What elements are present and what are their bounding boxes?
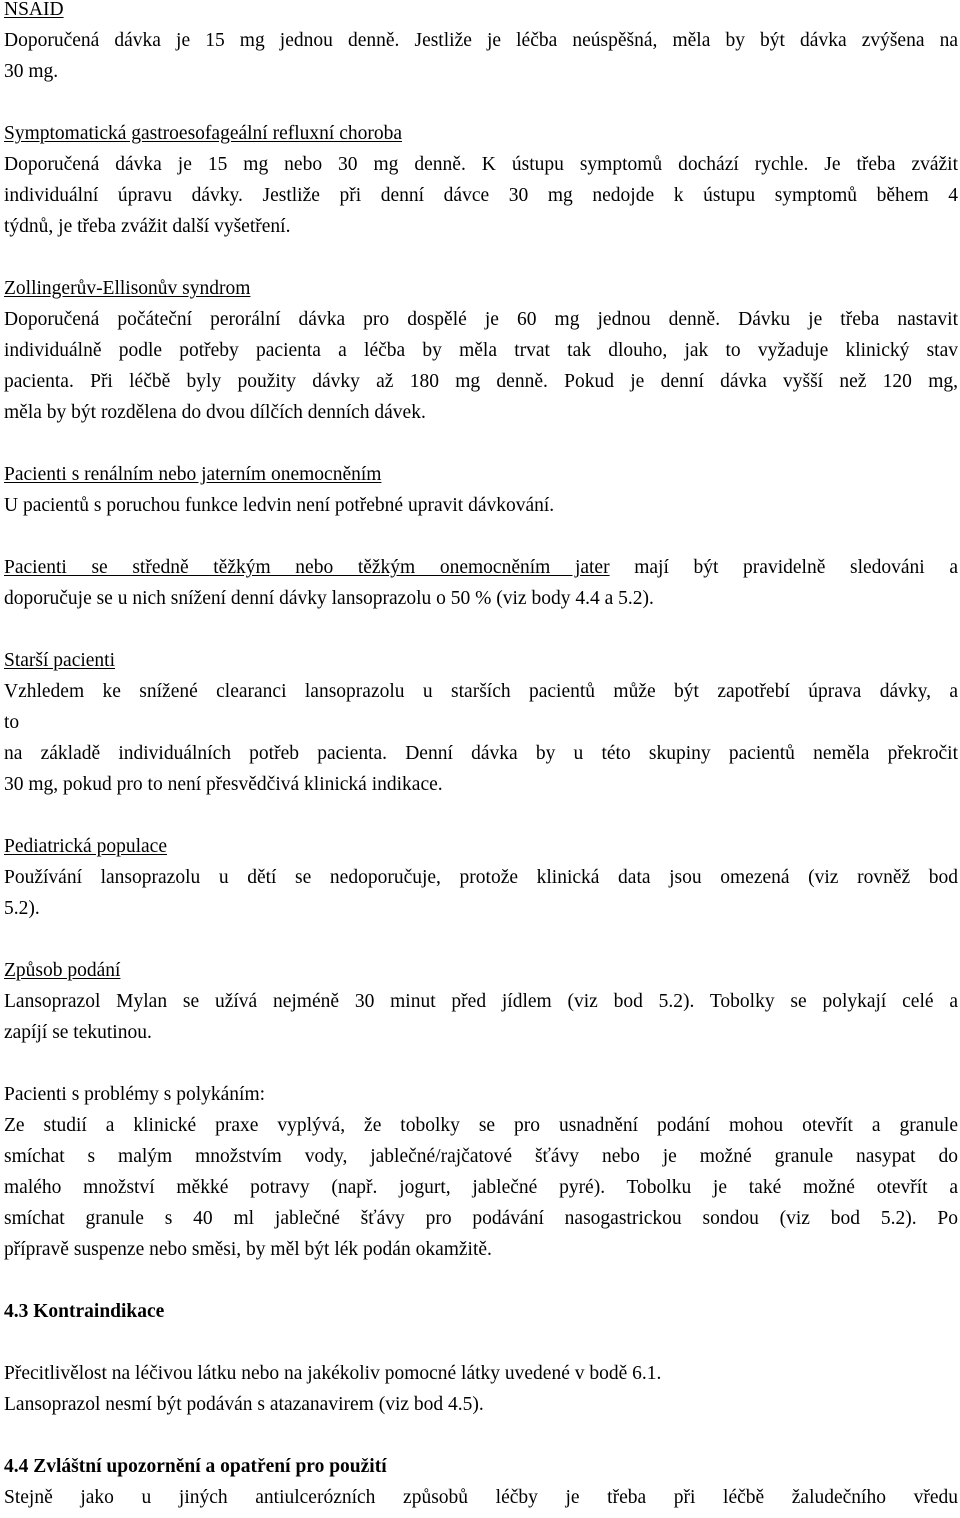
paragraph-line: 5.2).	[4, 898, 40, 919]
paragraph-line: zapíjí se tekutinou.	[4, 1022, 152, 1043]
section-heading-nsaid: NSAID	[4, 0, 64, 20]
paragraph-line: individuální úpravu dávky. Jestliže při denní dávce 30 mg nedojde k ústupu symptomů během 4	[4, 185, 958, 206]
paragraph-line: Používání lansoprazolu u dětí se nedoporučuje, protože klinická data jsou omezená (viz rovněž bod	[4, 867, 958, 888]
section-heading-swallowing: Pacienti s problémy s polykáním:	[4, 1084, 266, 1105]
paragraph-line: smíchat granule s 40 ml jablečné šťávy pro podávání nasogastrickou sondou (viz bod 5.2). Po	[4, 1208, 958, 1229]
paragraph-line: 30 mg, pokud pro to není přesvědčivá klinická indikace.	[4, 774, 443, 795]
paragraph-line: měla by být rozdělena do dvou dílčích denních dávek.	[4, 402, 426, 423]
paragraph-line: týdnů, je třeba zvážit další vyšetření.	[4, 216, 291, 237]
paragraph-line-hepatic	[4, 552, 958, 583]
paragraph-line: 30 mg.	[4, 61, 59, 82]
paragraph-line: Lansoprazol nesmí být podáván s atazanavirem (viz bod 4.5).	[4, 1394, 484, 1415]
paragraph-line: Ze studií a klinické praxe vyplývá, že tobolky se pro usnadnění podání mohou otevřít a granule	[4, 1115, 958, 1136]
hepatic-heading: Pacienti se středně těžkým nebo těžkým onemocněním jater	[4, 557, 610, 578]
section-heading-administration: Způsob podání	[4, 960, 121, 981]
paragraph-line: doporučuje se u nich snížení denní dávky lansoprazolu o 50 % (viz body 4.4 a 5.2).	[4, 588, 654, 609]
section-heading-pediatric: Pediatrická populace	[4, 836, 167, 857]
paragraph-line: individuálně podle potřeby pacienta a léčba by měla trvat tak dlouho, jak to vyžaduje klinický stav	[4, 340, 958, 361]
hepatic-text: mají být pravidelně sledováni a	[609, 557, 959, 578]
paragraph-line: Doporučená dávka je 15 mg jednou denně. Jestliže je léčba neúspěšná, měla by být dávka zvýšena na	[4, 30, 958, 51]
paragraph-line: malého množství měkké potravy (např. jogurt, jablečné pyré). Tobolku je také možné otevřít a	[4, 1177, 958, 1198]
paragraph-line: U pacientů s poruchou funkce ledvin není potřebné upravit dávkování.	[4, 495, 555, 516]
paragraph-line: Vzhledem ke snížené clearanci lansoprazolu u starších pacientů může být zapotřebí úprava dávky, a	[4, 681, 958, 702]
paragraph-line: Lansoprazol Mylan se užívá nejméně 30 minut před jídlem (viz bod 5.2). Tobolky se polykají celé a	[4, 991, 958, 1012]
paragraph-line: Přecitlivělost na léčivou látku nebo na jakékoliv pomocné látky uvedené v bodě 6.1.	[4, 1363, 662, 1384]
section-heading-elderly: Starší pacienti	[4, 650, 116, 671]
paragraph-line: Stejně jako u jiných antiulcerózních způsobů léčby je třeba při léčbě žaludečního vředu	[4, 1487, 958, 1508]
section-heading-renal: Pacienti s renálním nebo jaterním onemocněním	[4, 464, 382, 485]
paragraph-line: Doporučená dávka je 15 mg nebo 30 mg denně. K ústupu symptomů dochází rychle. Je třeba zvážit	[4, 154, 958, 175]
paragraph-line: Doporučená počáteční perorální dávka pro dospělé je 60 mg jednou denně. Dávku je třeba nastavit	[4, 309, 958, 330]
paragraph-line: smíchat s malým množstvím vody, jablečné/rajčatové šťávy nebo je možné granule nasypat do	[4, 1146, 958, 1167]
section-heading-gerd: Symptomatická gastroesofageální refluxní choroba	[4, 123, 402, 144]
section-heading-zollinger: Zollingerův-Ellisonův syndrom	[4, 278, 251, 299]
paragraph-line: pacienta. Při léčbě byly použity dávky až 180 mg denně. Pokud je denní dávka vyšší než 120 mg,	[4, 371, 958, 392]
document-page	[4, 0, 958, 1513]
paragraph-line: na základě individuálních potřeb pacienta. Denní dávka by u této skupiny pacientů neměla překročit	[4, 743, 958, 764]
paragraph-line: to	[4, 712, 20, 733]
section-heading-contraindications: 4.3 Kontraindikace	[4, 1301, 165, 1322]
section-heading-warnings: 4.4 Zvláštní upozornění a opatření pro použití	[4, 1456, 387, 1477]
paragraph-line: přípravě suspenze nebo směsi, by měl být lék podán okamžitě.	[4, 1239, 492, 1260]
